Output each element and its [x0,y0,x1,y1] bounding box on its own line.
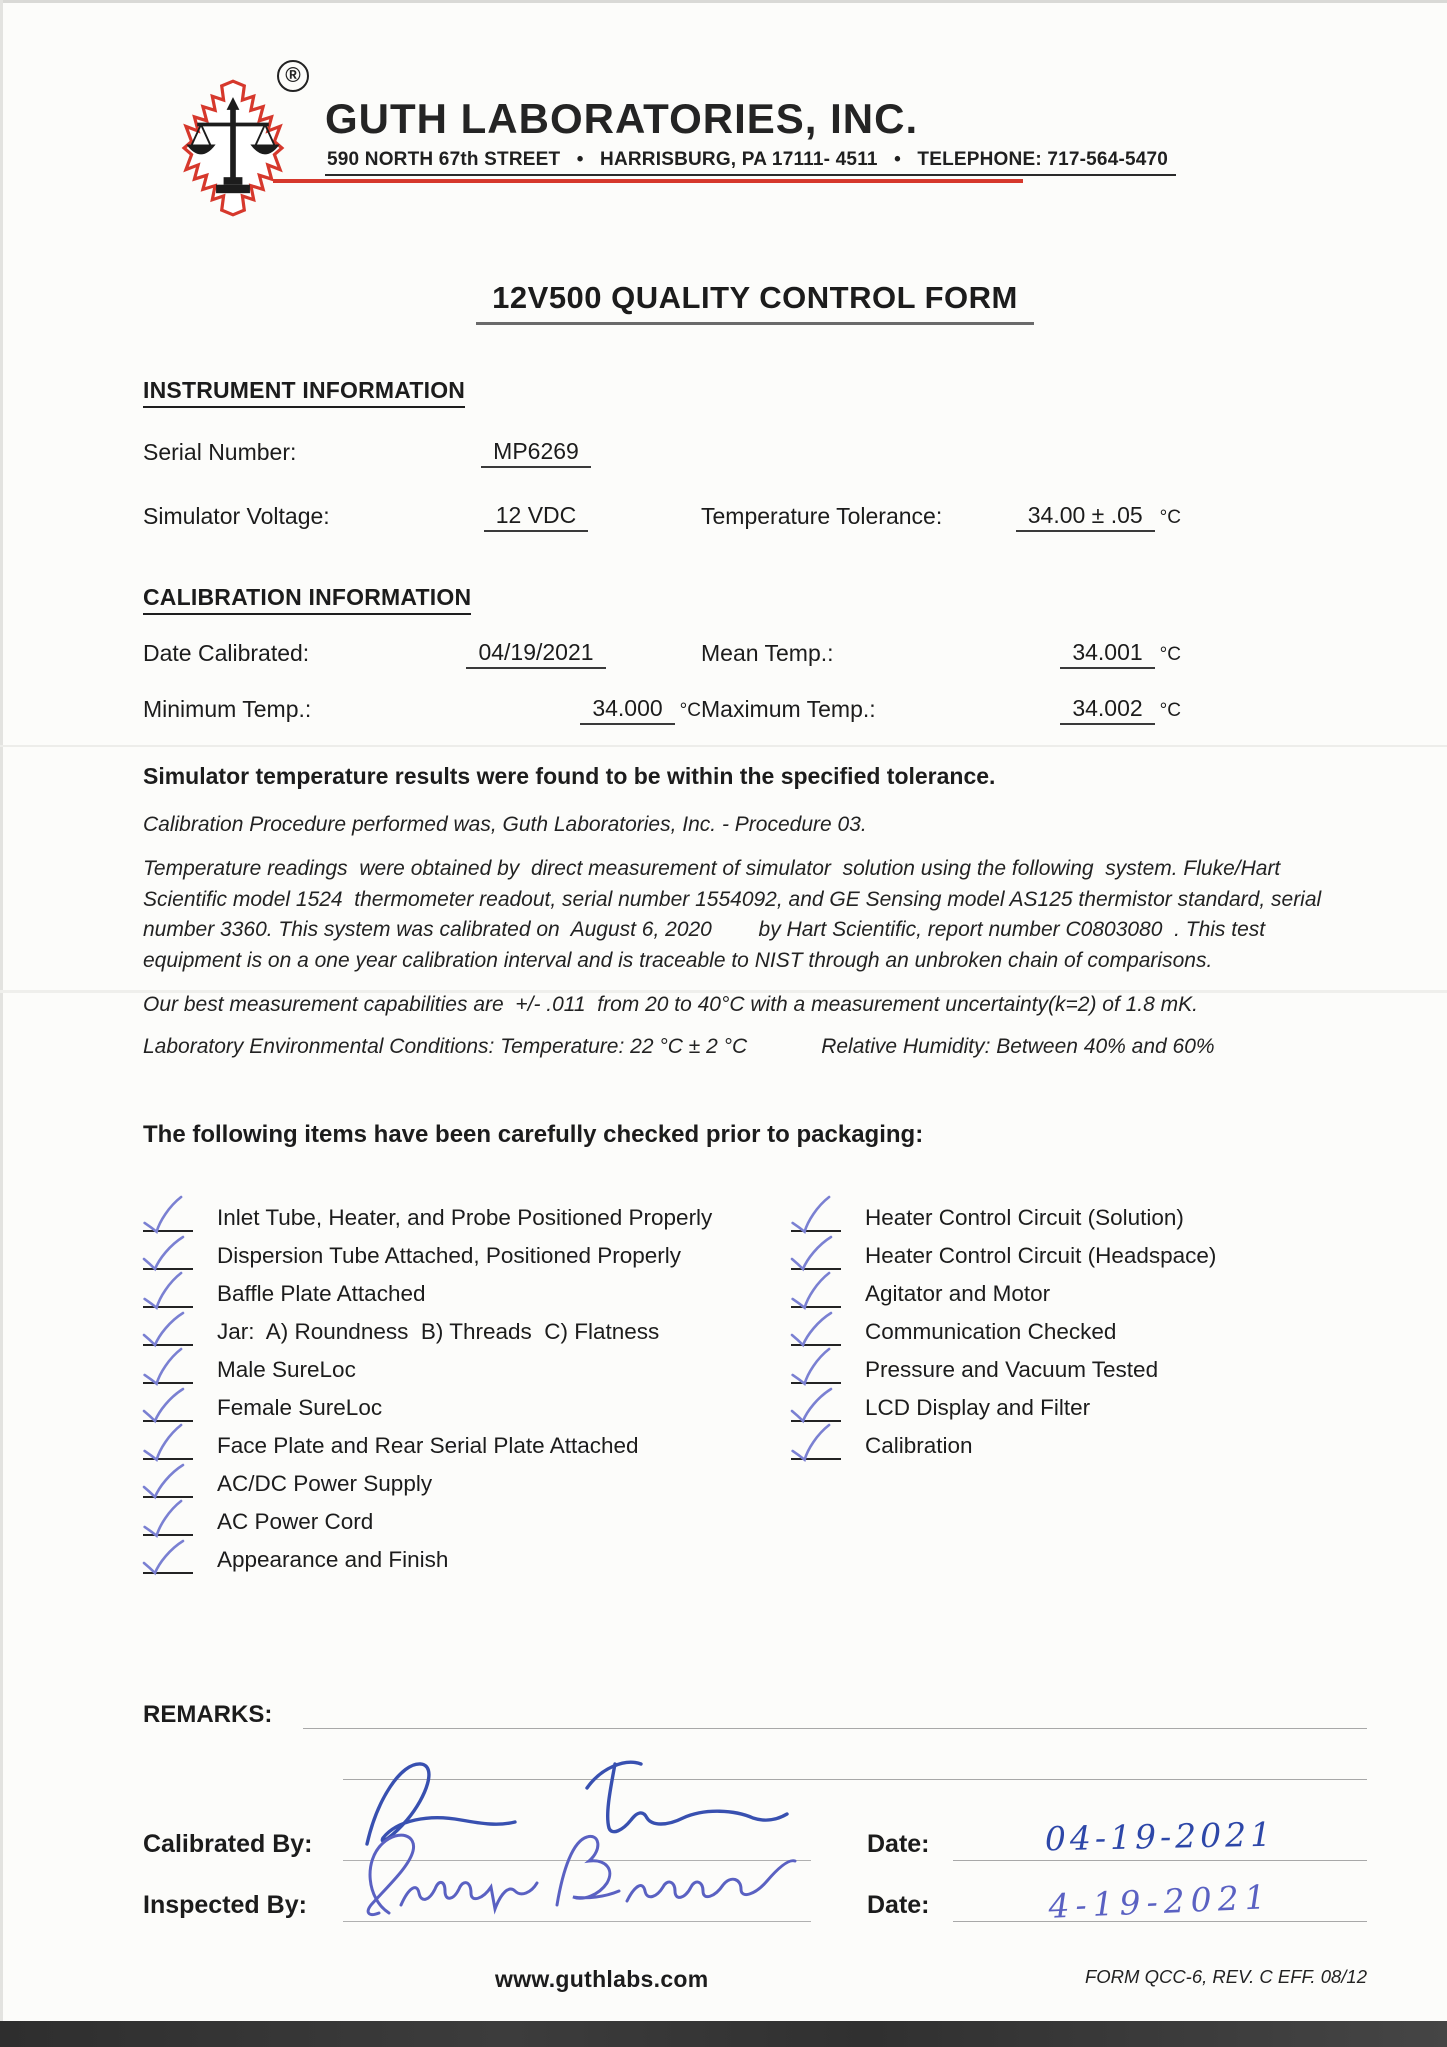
checkbox-line [143,1394,193,1422]
environment-conditions-right: Relative Humidity: Between 40% and 60% [821,1034,1215,1058]
form-reference: FORM QCC-6, REV. C EFF. 08/12 [1084,1965,1367,1987]
checkbox-line [791,1204,841,1232]
remarks-line-1 [303,1704,1367,1729]
checklist-item [143,1431,791,1460]
checkbox-line [143,1204,193,1232]
checklist-item [143,1317,791,1346]
maximum-temp-label: Maximum Temp.: [701,696,876,722]
checklist-item-label: Dispersion Tube Attached, Positioned Properly [217,1242,682,1268]
mean-temp-unit: °C [1159,644,1181,665]
scan-artifact-bottom-bar [0,2021,1447,2047]
temperature-tolerance-value: 34.00 ± .05 [1016,502,1155,532]
checklist-item-label: Communication Checked [865,1318,1117,1344]
company-logo [143,58,311,238]
checkbox-line [791,1356,841,1384]
checkbox-line [791,1394,841,1422]
checklist-item [143,1507,791,1536]
checklist-item [791,1355,1367,1384]
calibration-info-heading: CALIBRATION INFORMATION [143,584,471,615]
checklist-item-label: Jar: A) Roundness B) Threads C) Flatness [217,1318,660,1344]
checklist-item [143,1469,791,1498]
checklist-item-label: Heater Control Circuit (Headspace) [865,1242,1217,1268]
checklist-item-label: Appearance and Finish [217,1546,449,1572]
simulator-voltage-label: Simulator Voltage: [143,503,330,529]
checkbox-line [143,1508,193,1536]
mean-temp-value: 34.001 [1060,639,1154,669]
handwritten-checkmark-icon [786,1420,836,1467]
checkbox-line [143,1318,193,1346]
tolerance-statement: Simulator temperature results were found to be within the specified tolerance. [143,763,996,789]
checklist-item [143,1203,791,1232]
checklist-left-column [143,1203,791,1583]
checklist-item [143,1279,791,1308]
inspected-by-signature-line [343,1917,811,1922]
registered-trademark-icon: ® [277,60,309,92]
serial-number-label: Serial Number: [143,439,297,465]
form-title: 12V500 QUALITY CONTROL FORM [476,280,1034,325]
company-address: 590 NORTH 67th STREET • HARRISBURG, PA 17111- 4511 • TELEPHONE: 717-564-5470 [325,149,1176,176]
checklist-item-label: AC/DC Power Supply [217,1470,433,1496]
checklist-item-label: Male SureLoc [217,1356,356,1382]
checklist-item-label: Calibration [865,1432,973,1458]
checklist-item [143,1355,791,1384]
checklist-item [143,1393,791,1422]
red-divider-rule [273,179,1023,183]
checklist-item [791,1317,1367,1346]
environment-conditions-left: Laboratory Environmental Conditions: Temperature: 22 °C ± 2 °C [143,1034,748,1058]
checkbox-line [143,1432,193,1460]
maximum-temp-value: 34.002 [1060,695,1154,725]
minimum-temp-unit: °C [679,700,701,721]
checklist-item [791,1241,1367,1270]
calibrated-date-line [953,1814,1367,1861]
instrument-info-heading: INSTRUMENT INFORMATION [143,377,465,408]
temperature-tolerance-unit: °C [1159,507,1181,528]
date-calibrated-value: 04/19/2021 [466,639,605,669]
inspected-date-line [953,1876,1367,1926]
checkbox-line [143,1242,193,1270]
scan-artifact-left-edge [0,0,3,2047]
inspected-by-label: Inspected By: [143,1890,307,1919]
inspected-date-handwritten: 4-19-2021 [1047,1876,1273,1926]
maximum-temp-unit: °C [1159,700,1181,721]
checklist-item-label: Heater Control Circuit (Solution) [865,1204,1184,1230]
checklist-item [791,1279,1367,1308]
simulator-voltage-value: 12 VDC [484,502,589,532]
company-name: GUTH LABORATORIES, INC. [325,95,919,142]
checklist-item-label: Pressure and Vacuum Tested [865,1356,1159,1382]
checkbox-line [143,1470,193,1498]
calibration-notes [143,810,1367,1021]
minimum-temp-value: 34.000 [580,695,674,725]
date-label: Date: [867,1829,930,1858]
checkbox-line [143,1546,193,1574]
checklist-right-column [791,1203,1367,1583]
minimum-temp-label: Minimum Temp.: [143,696,312,722]
date-label: Date: [867,1890,930,1919]
remarks-label: REMARKS: [143,1700,273,1728]
letterhead [143,58,1367,238]
checklist-item-label: Female SureLoc [217,1394,383,1420]
inspected-by-signature [343,1821,813,1931]
handwritten-checkmark-icon [140,1537,186,1579]
checkbox-line [791,1432,841,1460]
website-text: www.guthlabs.com [495,1965,709,1992]
note-paragraph: Temperature readings were obtained by direct measurement of simulator solution using the following system. Fluke/Hart Scientific model 1524 thermometer readout, serial number 1554092, and GE Sensing model AS125 thermistor standard, serial number 3360. This system was calibrated on August 6, 2020 by Hart Scientific, report number C0803080 . This test equipment is on a one year calibration interval and is traceable to NIST through an unbroken chain of comparisons. [143,857,1328,972]
checklist-heading: The following items have been carefully checked prior to packaging: [143,1120,924,1148]
checklist-item-label: LCD Display and Filter [865,1394,1091,1420]
checklist-item [143,1241,791,1270]
calibrated-by-label: Calibrated By: [143,1829,313,1858]
mean-temp-label: Mean Temp.: [701,640,834,666]
date-calibrated-label: Date Calibrated: [143,640,310,666]
scales-starburst-logo-icon [171,68,295,228]
checklist-item-label: Face Plate and Rear Serial Plate Attached [217,1432,639,1458]
calibrated-date-handwritten: 04-19-2021 [1044,1814,1276,1859]
checkbox-line [791,1280,841,1308]
checkbox-line [143,1280,193,1308]
checklist-item-label: Inlet Tube, Heater, and Probe Positioned Properly [217,1204,713,1230]
temperature-tolerance-label: Temperature Tolerance: [701,503,943,529]
note-paragraph: Our best measurement capabilities are +/- .011 from 20 to 40°C with a measurement uncertainty(k=2) of 1.8 mK. [143,993,1198,1017]
checkbox-line [143,1356,193,1384]
checklist-item [143,1545,791,1574]
checkbox-line [791,1242,841,1270]
checklist-item-label: Baffle Plate Attached [217,1280,426,1306]
serial-number-value: MP6269 [481,438,591,468]
checklist-item [791,1203,1367,1232]
scan-artifact-top-edge [0,0,1447,3]
checklist-item [791,1431,1367,1460]
checklist-item-label: AC Power Cord [217,1508,374,1534]
checkbox-line [791,1318,841,1346]
checklist-item-label: Agitator and Motor [865,1280,1051,1306]
note-paragraph: Calibration Procedure performed was, Guth Laboratories, Inc. - Procedure 03. [143,813,867,836]
checklist-item [791,1393,1367,1422]
